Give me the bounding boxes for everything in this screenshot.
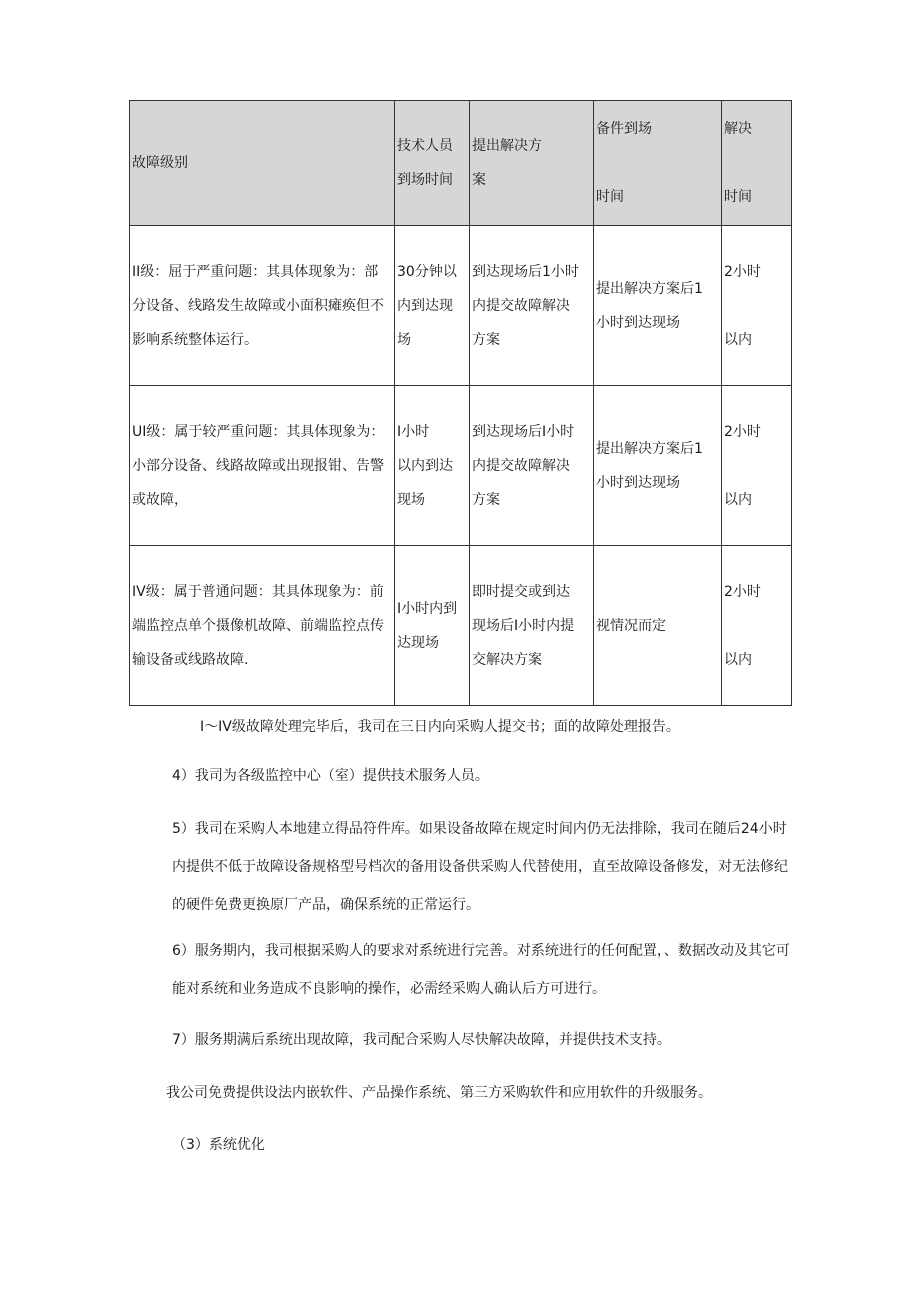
cell-level: IV级：属于普通问题：其具体现象为：前端监控点单个摄像机故障、前端监控点传输设备或线路故障. [130,546,395,706]
table-row [130,226,792,386]
cell-resolve-time: 2小时 以内 [722,546,792,706]
header-resolve-time: 解决 时间 [722,101,792,226]
cell-tech-arrival: I小时 以内到达 现场 [395,386,470,546]
cell-level: UI级：属于较严重问题：其具体现象为：小部分设备、线路故障或出现报钳、告警或故障， [130,386,395,546]
cell-resolve-time: 2小时 以内 [722,226,792,386]
header-parts-arrival: 备件到场 时间 [594,101,722,226]
cell-parts-arrival: 视情况而定 [594,546,722,706]
table-header-row [130,101,792,226]
upgrade-note: 我公司免费提供设法内嵌软件、产品操作系统、第三方采购软件和应用软件的升级服务。 [166,1085,712,1101]
paragraph-4: 4）我司为各级监控中心（室）提供技术服务人员。 [172,768,489,784]
header-fault-level: 故障级别 [130,101,395,226]
table-row [130,546,792,706]
report-note: I〜IV级故障处理完毕后，我司在三日内向采购人提交书；面的故障处理报告。 [200,719,680,735]
table-row [130,386,792,546]
paragraph-5: 5）我司在采购人本地建立得品符件库。如果设备故障在规定时间内仍无法排除，我司在随后24小时内提供不低于故障设备规格型号档次的备用设备供采购人代替使用，直至故障设备修发，对无法修纪的硬件免费更换原厂产品，确保系统的正常运行。 [172,821,788,913]
header-tech-arrival: 技术人员 到场时间 [395,101,470,226]
cell-resolve-time: 2小时 以内 [722,386,792,546]
cell-solution: 即时提交或到达 现场后I小时内提 交解决方案 [470,546,594,706]
fault-level-table [129,100,792,706]
paragraph-6: 6）服务期内，我司根据采购人的要求对系统进行完善。对系统进行的任何配置，、数据改动及其它可能对系统和业务造成不良影响的操作，必需经采购人确认后方可进行。 [172,943,790,997]
cell-tech-arrival: I小时内到 达现场 [395,546,470,706]
cell-parts-arrival: 提出解决方案后1 小时到达现场 [594,386,722,546]
paragraph-7: 7）服务期满后系统出现故障，我司配合采购人尽快解决故障，并提供技术支持。 [172,1032,671,1048]
cell-solution: 到达现场后1小时 内提交故障解决 方案 [470,226,594,386]
cell-solution: 到达现场后I小时 内提交故障解决 方案 [470,386,594,546]
section-heading: （3）系统优化 [172,1137,265,1153]
header-solution: 提出解决方 案 [470,101,594,226]
cell-tech-arrival: 30分钟以 内到达现 场 [395,226,470,386]
cell-level: II级：屈于严重问题：其具体现象为：部分设备、线路发生故障或小面积瘫痪但不影响系统整体运行。 [130,226,395,386]
cell-parts-arrival: 提出解决方案后1 小时到达现场 [594,226,722,386]
